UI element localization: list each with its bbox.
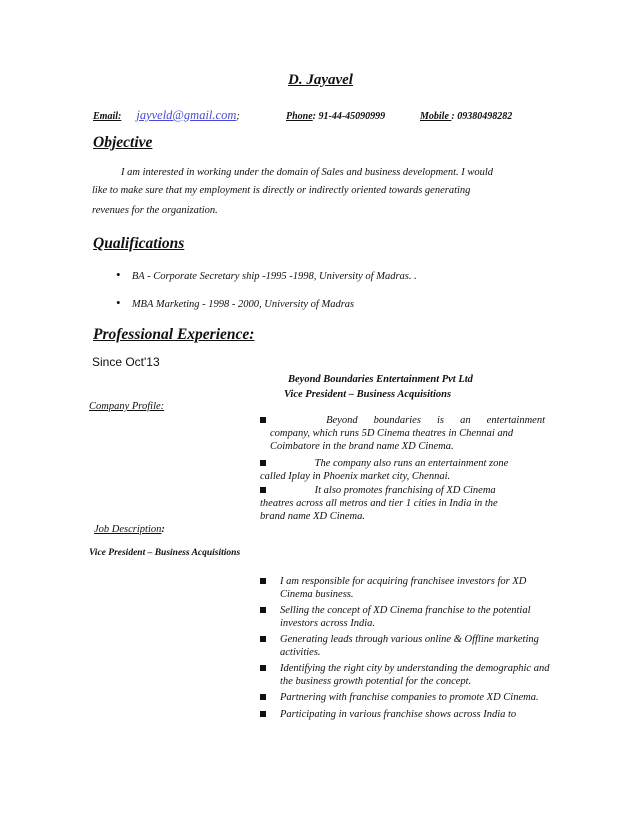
square-bullet-icon [260,417,266,423]
profile-item-1-text: Beyond boundaries is an entertainment [326,415,546,426]
candidate-name: D. Jayavel [288,72,353,88]
profile-item-1-line-3: Coimbatore in the brand name XD Cinema. [270,441,454,452]
square-bullet-icon [260,665,266,671]
list-item [260,692,550,705]
email-label: Email: [93,111,122,122]
phone-label: Phone [286,111,313,122]
bullet-icon: • [116,267,121,282]
profile-item-2-line-2: called Iplay in Phoenix market city, Chennai. [260,471,451,482]
phone-row [286,111,385,122]
square-bullet-icon [260,694,266,700]
responsibility-text: Partnering with franchise companies to promote XD Cinema. [280,692,539,703]
profile-item-1-line-2: company, which runs 5D Cinema theatres in Chennai and [270,428,514,439]
responsibility-text: Selling the concept of XD Cinema franchise to the potential investors across India. [280,605,531,629]
square-bullet-icon [260,607,266,613]
mobile-label: Mobile [420,111,452,122]
qualification-item [116,267,417,283]
phone-value: : 91-44-45090999 [312,111,386,122]
square-bullet-icon [260,636,266,642]
since-date: Since Oct'13 [92,355,160,369]
qualification-text: BA - Corporate Secretary ship -1995 -1998, University of Madras. . [131,271,417,282]
square-bullet-icon [260,711,266,717]
responsibility-text: I am responsible for acquiring franchisee investors for XD Cinema business. [280,576,527,600]
qualifications-heading: Qualifications [93,235,185,252]
objective-heading: Objective [93,134,153,151]
company-profile-label: Company Profile: [89,401,165,412]
profile-item-2-text: The company also runs an entertainment zone [314,458,509,469]
objective-line-2: like to make sure that my employment is directly or indirectly oriented towards generating [92,185,471,196]
responsibility-text: Participating in various franchise shows across India to [280,708,517,720]
profile-item-2 [260,457,545,483]
qualification-item [116,295,354,311]
email-link[interactable]: jayveld@gmail.com [136,108,237,122]
profile-item-3-text: It also promotes franchising of XD Cinema [314,485,496,496]
square-bullet-icon [260,578,266,584]
objective-line-3: revenues for the organization. [92,205,218,216]
responsibility-text: Identifying the right city by understanding the demographic and the business growth potential for the concept. [280,663,550,687]
job-title: Vice President – Business Acquisitions [89,548,241,558]
objective-line-1: I am interested in working under the domain of Sales and business development. I would [121,167,494,178]
profile-item-3-line-2: theatres across all metros and tier 1 cities in India in the [260,498,498,509]
responsibility-text: Generating leads through various online & Offline marketing activities. [280,634,539,658]
responsibilities-list [260,576,550,725]
bullet-icon: • [116,295,121,310]
email-suffix: ; [236,111,240,122]
list-item [260,634,550,659]
qualification-text: MBA Marketing - 1998 - 2000, University of Madras [131,299,355,310]
list-item [260,709,550,722]
list-item [260,576,550,601]
square-bullet-icon [260,460,266,466]
job-description-text: Job Description [94,524,162,535]
profile-item-3 [260,484,545,523]
company-name: Beyond Boundaries Entertainment Pvt Ltd [288,374,473,385]
experience-heading: Professional Experience: [93,326,255,343]
profile-item-1 [260,414,545,453]
job-description-label [94,524,165,535]
company-role: Vice President – Business Acquisitions [284,389,452,400]
mobile-value: : 09380498282 [451,111,513,122]
mobile-row [420,111,512,122]
square-bullet-icon [260,487,266,493]
job-description-colon: : [161,524,165,535]
email-row [93,108,240,123]
profile-item-3-line-3: brand name XD Cinema. [260,511,365,522]
list-item [260,605,550,630]
list-item [260,663,550,688]
